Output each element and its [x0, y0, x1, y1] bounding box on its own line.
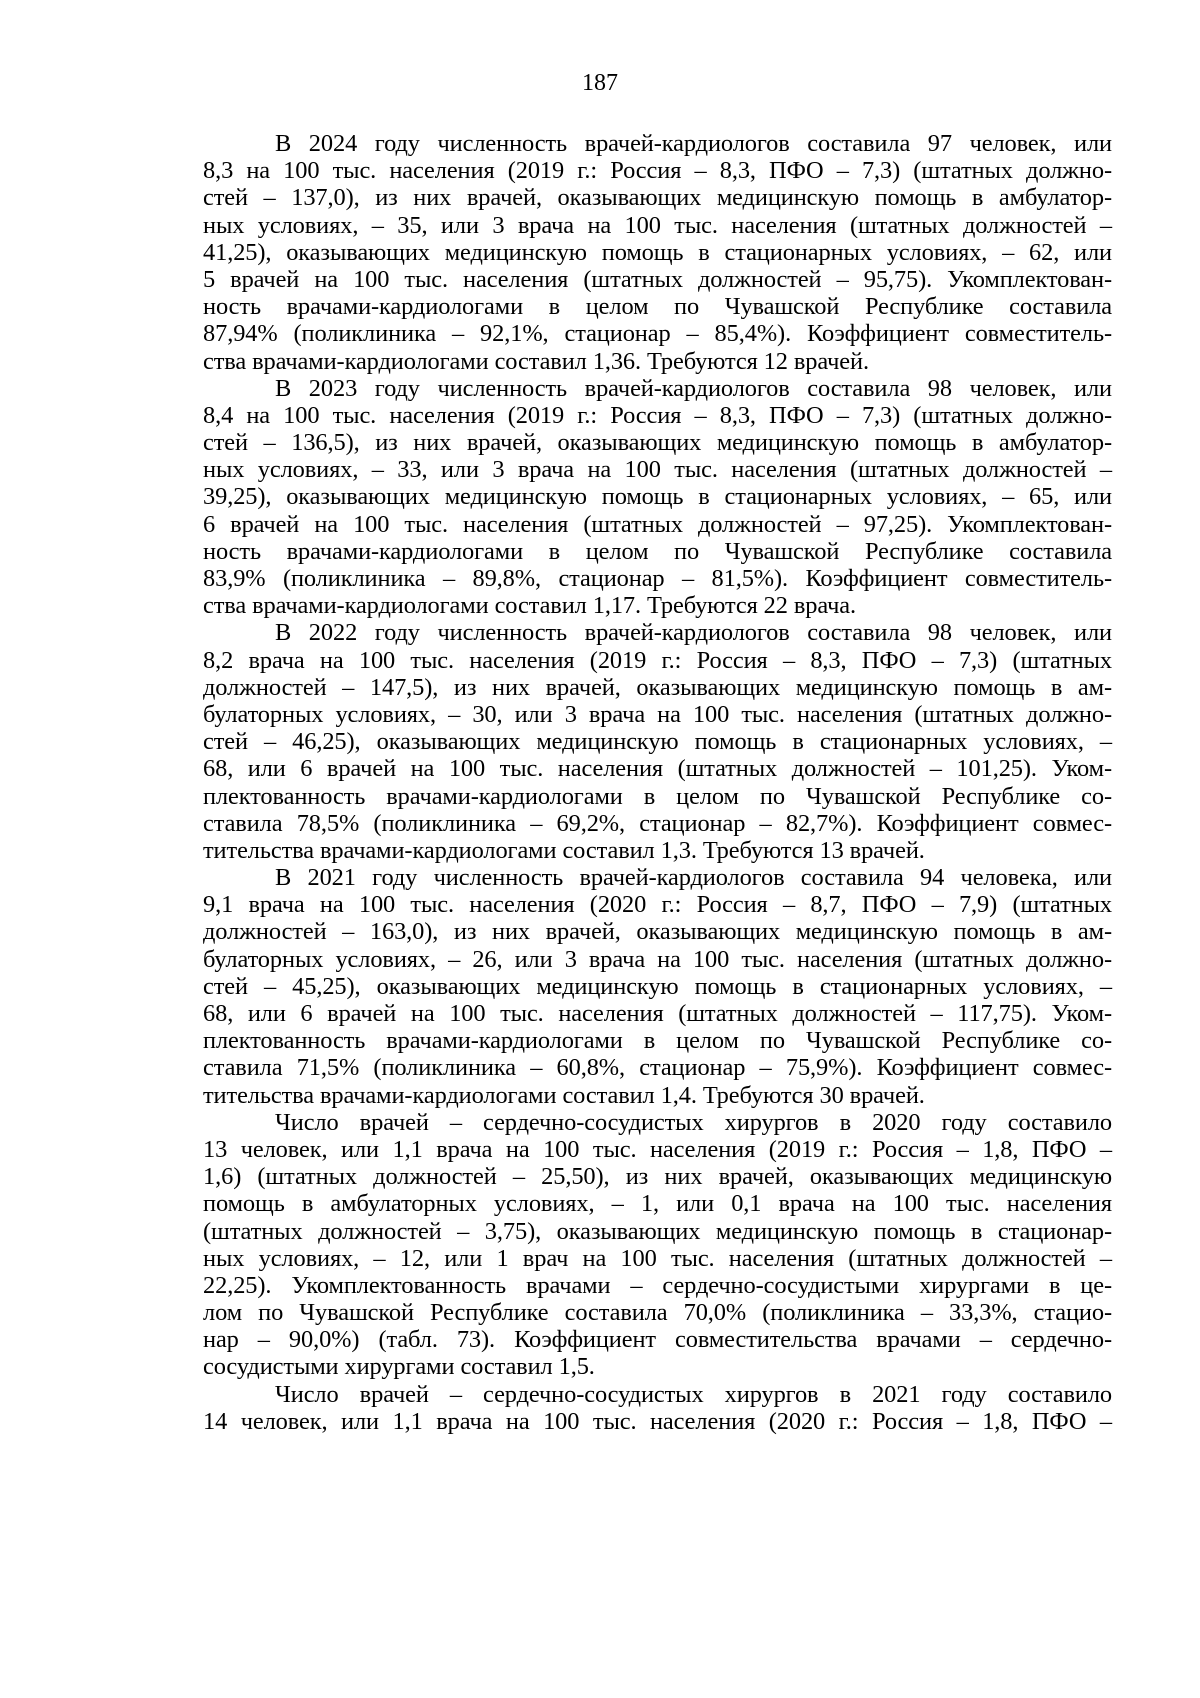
text-line: ных условиях, – 35, или 3 врача на 100 тыс. населения (штатных должностей – — [203, 211, 1112, 239]
text-line: 8,4 на 100 тыс. населения (2019 г.: Россия – 8,3, ПФО – 7,3) (штатных должно- — [203, 401, 1112, 429]
text-line: 68, или 6 врачей на 100 тыс. населения (штатных должностей – 117,75). Уком- — [203, 1000, 1112, 1027]
text-line: ставила 71,5% (поликлиника – 60,8%, стационар – 75,9%). Коэффициент совмес- — [203, 1054, 1112, 1082]
paragraph — [203, 130, 1112, 375]
text-line: ставила 78,5% (поликлиника – 69,2%, стационар – 82,7%). Коэффициент совмес- — [203, 809, 1112, 837]
text-line: должностей – 147,5), из них врачей, оказывающих медицинскую помощь в ам- — [203, 673, 1112, 701]
text-line: 68, или 6 врачей на 100 тыс. населения (штатных должностей – 101,25). Уком- — [203, 755, 1112, 783]
text-line: плектованность врачами-кардиологами в целом по Чувашской Республике со- — [203, 1027, 1112, 1055]
text-line: стей – 45,25), оказывающих медицинскую помощь в стационарных условиях, – — [203, 972, 1112, 1000]
text-line: 9,1 врача на 100 тыс. населения (2020 г.: Россия – 8,7, ПФО – 7,9) (штатных — [203, 891, 1112, 919]
paragraph — [203, 375, 1112, 620]
text-line: ность врачами-кардиологами в целом по Чувашской Республике составила — [203, 293, 1112, 321]
text-line: ства врачами-кардиологами составил 1,17. Требуются 22 врача. — [203, 592, 857, 620]
text-line: булаторных условиях, – 26, или 3 врача на 100 тыс. населения (штатных должно- — [203, 945, 1112, 973]
text-line: 14 человек, или 1,1 врача на 100 тыс. населения (2020 г.: Россия – 1,8, ПФО – — [203, 1407, 1112, 1435]
paragraph — [203, 1109, 1112, 1381]
page-number: 187 — [582, 70, 618, 96]
paragraph — [203, 864, 1112, 1109]
text-line: В 2022 году численность врачей-кардиологов составила 98 человек, или — [275, 619, 1112, 647]
text-line: (штатных должностей – 3,75), оказывающих медицинскую помощь в стационар- — [203, 1217, 1112, 1245]
text-line: ных условиях, – 12, или 1 врач на 100 тыс. населения (штатных должностей – — [203, 1244, 1112, 1272]
text-line: 6 врачей на 100 тыс. населения (штатных должностей – 97,25). Укомплектован- — [203, 510, 1112, 538]
text-line: нар – 90,0%) (табл. 73). Коэффициент совместительства врачами – сердечно- — [203, 1326, 1112, 1354]
text-line: тительства врачами-кардиологами составил 1,4. Требуются 30 врачей. — [203, 1081, 925, 1109]
text-line: ных условиях, – 33, или 3 врача на 100 тыс. населения (штатных должностей – — [203, 456, 1112, 484]
text-line: помощь в амбулаторных условиях, – 1, или 0,1 врача на 100 тыс. населения — [203, 1190, 1112, 1218]
text-line: 87,94% (поликлиника – 92,1%, стационар – 85,4%). Коэффициент совместитель- — [203, 320, 1112, 348]
text-line: 1,6) (штатных должностей – 25,50), из них врачей, оказывающих медицинскую — [203, 1163, 1112, 1191]
text-line: ства врачами-кардиологами составил 1,36. Требуются 12 врачей. — [203, 347, 869, 375]
text-line: лом по Чувашской Республике составила 70,0% (поликлиника – 33,3%, стацио- — [203, 1299, 1112, 1327]
text-line: 83,9% (поликлиника – 89,8%, стационар – 81,5%). Коэффициент совместитель- — [203, 565, 1112, 592]
paragraph — [203, 1381, 1112, 1435]
text-line: 41,25), оказывающих медицинскую помощь в стационарных условиях, – 62, или — [203, 238, 1112, 266]
text-line: 8,3 на 100 тыс. населения (2019 г.: Россия – 8,3, ПФО – 7,3) (штатных должно- — [203, 157, 1112, 185]
text-line: сосудистыми хирургами составил 1,5. — [203, 1353, 595, 1381]
text-line: стей – 137,0), из них врачей, оказывающих медицинскую помощь в амбулатор- — [203, 184, 1112, 212]
text-line: 13 человек, или 1,1 врача на 100 тыс. населения (2019 г.: Россия – 1,8, ПФО – — [203, 1135, 1112, 1163]
text-line: 8,2 врача на 100 тыс. населения (2019 г.: Россия – 8,3, ПФО – 7,3) (штатных — [203, 646, 1112, 674]
text-line: плектованность врачами-кардиологами в целом по Чувашской Республике со- — [203, 782, 1112, 810]
text-line: Число врачей – сердечно-сосудистых хирургов в 2021 году составило — [275, 1380, 1112, 1408]
text-line: булаторных условиях, – 30, или 3 врача на 100 тыс. населения (штатных должно- — [203, 700, 1112, 728]
text-line: 5 врачей на 100 тыс. населения (штатных должностей – 95,75). Укомплектован- — [203, 265, 1112, 293]
text-line: стей – 46,25), оказывающих медицинскую помощь в стационарных условиях, – — [203, 728, 1112, 756]
text-line: стей – 136,5), из них врачей, оказывающих медицинскую помощь в амбулатор- — [203, 429, 1112, 457]
text-line: тительства врачами-кардиологами составил 1,3. Требуются 13 врачей. — [203, 836, 925, 864]
text-line: 22,25). Укомплектованность врачами – сердечно-сосудистыми хирургами в це- — [203, 1271, 1112, 1299]
text-line: В 2021 году численность врачей-кардиологов составила 94 человека, или — [275, 864, 1112, 892]
text-line: Число врачей – сердечно-сосудистых хирургов в 2020 году составило — [275, 1108, 1112, 1136]
document-body — [203, 130, 1112, 1435]
text-line: должностей – 163,0), из них врачей, оказывающих медицинскую помощь в ам- — [203, 918, 1112, 946]
text-line: В 2024 году численность врачей-кардиологов составила 97 человек, или — [275, 130, 1112, 157]
text-line: В 2023 году численность врачей-кардиологов составила 98 человек, или — [275, 374, 1112, 402]
text-line: ность врачами-кардиологами в целом по Чувашской Республике составила — [203, 537, 1112, 565]
paragraph — [203, 619, 1112, 864]
text-line: 39,25), оказывающих медицинскую помощь в стационарных условиях, – 65, или — [203, 483, 1112, 511]
